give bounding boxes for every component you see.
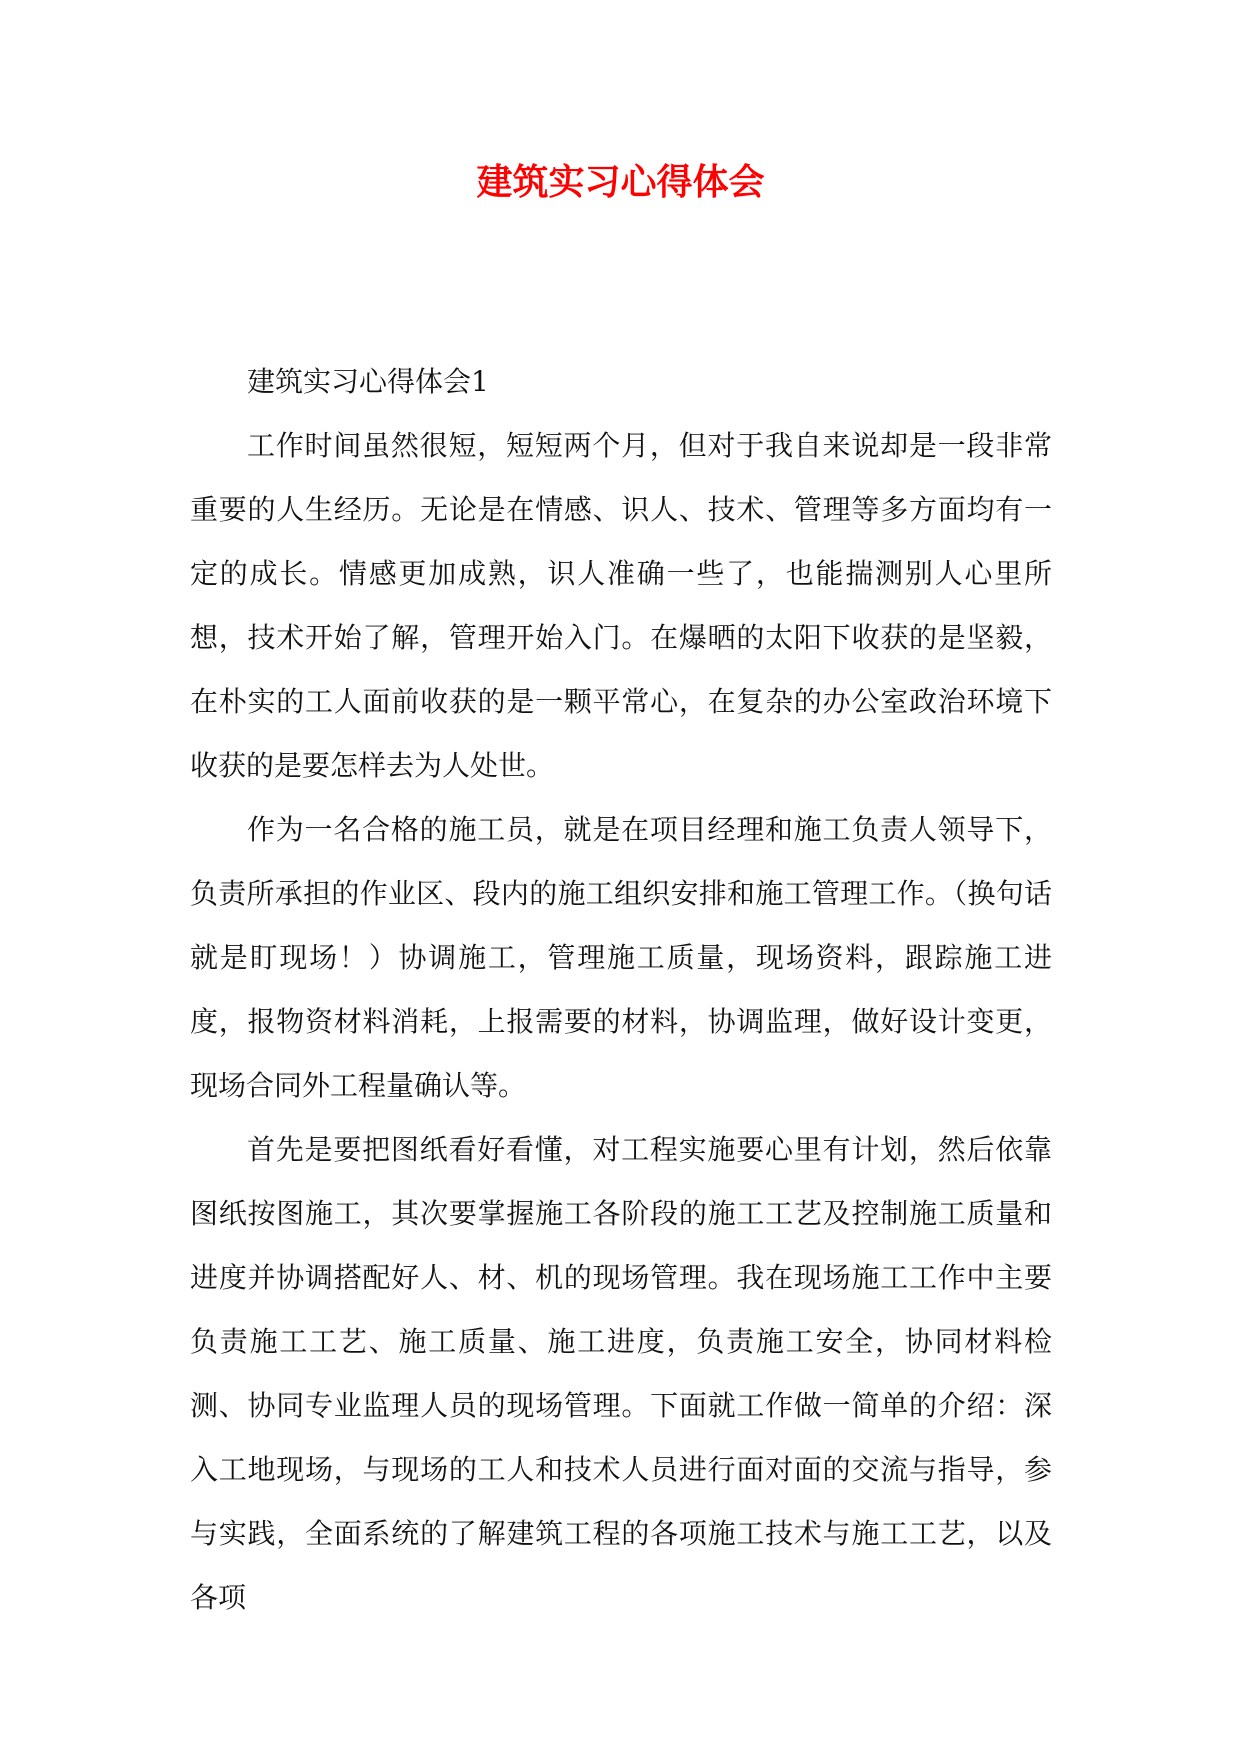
paragraph-1: 工作时间虽然很短，短短两个月，但对于我自来说却是一段非常重要的人生经历。无论是在情感、识人、技术、管理等多方面均有一定的成长。情感更加成熟，识人准确一些了，也能揣测别人心里所想，技术开始了解，管理开始入门。在爆晒的太阳下收获的是坚毅，在朴实的工人面前收获的是一颗平常心，在复杂的办公室政治环境下收获的是要怎样去为人处世。 <box>190 429 1052 782</box>
paragraph-2: 作为一名合格的施工员，就是在项目经理和施工负责人领导下，负责所承担的作业区、段内的施工组织安排和施工管理工作。（换句话就是盯现场！）协调施工，管理施工质量，现场资料，跟踪施工进度，报物资材料消耗，上报需要的材料，协调监理，做好设计变更，现场合同外工程量确认等。 <box>190 813 1052 1102</box>
document-body <box>190 350 1052 1630</box>
section-heading: 建筑实习心得体会1 <box>247 365 489 398</box>
document-title: 建筑实习心得体会 <box>476 161 765 203</box>
paragraph-3: 首先是要把图纸看好看懂，对工程实施要心里有计划，然后依靠图纸按图施工，其次要掌握施工各阶段的施工工艺及控制施工质量和进度并协调搭配好人、材、机的现场管理。我在现场施工工作中主要负责施工工艺、施工质量、施工进度，负责施工安全，协同材料检测、协同专业监理人员的现场管理。下面就工作做一简单的介绍：深入工地现场，与现场的工人和技术人员进行面对面的交流与指导，参与实践，全面系统的了解建筑工程的各项施工技术与施工工艺，以及各项 <box>190 1133 1052 1614</box>
